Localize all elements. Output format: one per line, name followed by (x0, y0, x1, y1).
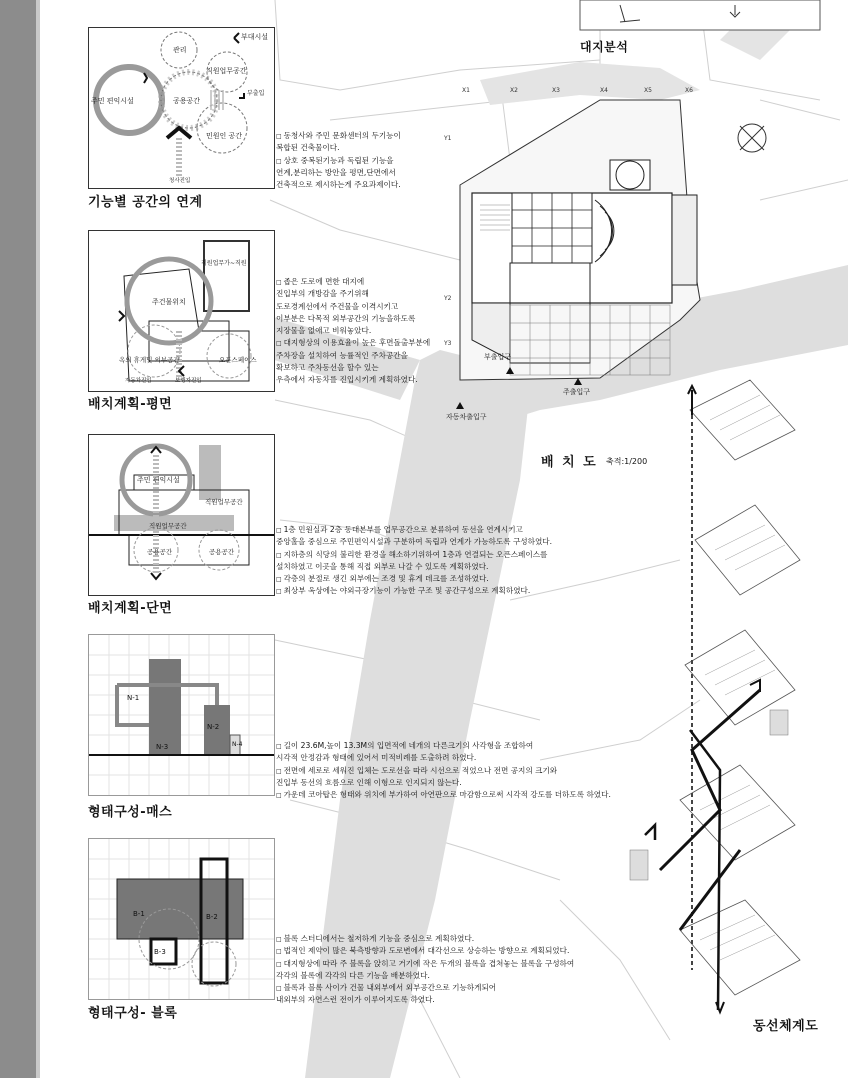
car-entrance-label: 자동차출입구 (446, 413, 487, 421)
label-car-entry: 자동차진입 (125, 378, 152, 384)
notes-block-composition: □ 블록 스터디에서는 철저하게 기능을 중심으로 계획하였다. □ 법적인 제약이 많은 북측방향과 도로변에서 대각선으로 상승하는 방향으로 계획되었다. □ 대지형상에 따라 주 블록을 앉히고 거기에 작은 두개의 블록을 겹쳐놓는 블록을 구성하여 각각의 블록에 각각의 다른 기능을 배분하였다. □ 블록과 블록 사이가 건물 내외부에서 외부공간으로 기능하게되어 내외부의 자연스런 전이가 이루어지도록 하였다. (276, 933, 574, 1007)
block-composition-panel (88, 838, 275, 1000)
svg-text:X2: X2 (510, 87, 518, 94)
label-common: 공용공간 (173, 97, 201, 105)
function-diagram-panel (88, 27, 275, 189)
site-plan-layout-diagram (89, 231, 274, 391)
mass-n1: N-1 (127, 694, 140, 702)
mass-composition-panel (88, 634, 275, 796)
svg-text:Y1: Y1 (444, 135, 452, 142)
label-office: 직원업무공간 (206, 67, 247, 75)
svg-text:Y3: Y3 (444, 340, 452, 347)
notes-section-layout: □ 1층 민원실과 2층 동대본부를 업무공간으로 분류하여 동선을 연계시키고 중앙홀을 중심으로 주민편익시설과 구분하여 독립과 연계가 가능하도록 구성하였다. □ 지하층의 식당의 불리한 환경을 해소하기위하여 1층과 연결되는 오픈스페이스를 설치하였고 이곳을 통해 직접 외부로 나갈 수 있도록 계획하였다. □ 각층의 분절로 생긴 외부에는 조경 및 휴게 데크를 조성하였다. □ 최상부 옥상에는 야외극장기능이 가능한 구조 및 공간구성으로 계획하였다. (276, 524, 552, 598)
section-layout-diagram (89, 435, 274, 595)
mass-n2: N-2 (207, 723, 220, 731)
svg-text:X4: X4 (600, 87, 608, 94)
svg-text:X3: X3 (552, 87, 560, 94)
label-section-common-2: 공용공간 (209, 548, 235, 556)
block-b2: B-2 (206, 913, 218, 921)
svg-text:Y2: Y2 (444, 295, 452, 302)
label-section-resident: 주민 편익시설 (137, 476, 180, 484)
block-b3: B-3 (154, 948, 166, 956)
svg-text:X1: X1 (462, 87, 470, 94)
label-annex: 부대시설 (241, 33, 269, 41)
svg-text:X6: X6 (685, 87, 693, 94)
site-plan-title: 배 치 도 (541, 455, 598, 470)
mass-composition-diagram (89, 635, 274, 795)
label-section-office-lower: 직원업무공간 (149, 522, 187, 530)
left-margin-bar (0, 0, 36, 1078)
label-rest-outdoor: 옥외 휴게및 외부공간 (119, 356, 180, 364)
sub-entrance-label: 부출입구 (484, 353, 512, 361)
label-civil: 민원인 공간 (206, 132, 243, 140)
label-admin: 관리 (173, 46, 187, 54)
svg-text:X5: X5 (644, 87, 652, 94)
caption-mass-composition: 형태구성-매스 (88, 805, 173, 820)
label-section-common-1: 공용공간 (147, 548, 173, 556)
label-building-position: 주건물위치 (152, 298, 186, 306)
caption-function-diagram: 기능별 공간의 연계 (88, 195, 203, 210)
mass-n3: N-3 (156, 743, 169, 751)
caption-block-composition: 형태구성- 블록 (88, 1006, 178, 1021)
circulation-diagram (620, 330, 848, 1050)
notes-mass-composition: □ 길이 23.6M,높이 13.3M의 입면적에 네개의 다른크기의 사각형을 조합하여 시각적 안정감과 형태에 있어서 미적비례를 도출하려 하였다. □ 전면에 세로로 세워진 입체는 도로선을 따라 시선으로 적었으나 전면 공지의 크기와 진입부 동선의 흐름으로 인해 이형으로 인지되지 않는다. □ 가운데 코아탑은 형태와 위치에 부가하여 아연판으로 마감함으로써 시각적 강도를 더하도록 하였다. (276, 740, 611, 801)
block-b1: B-1 (133, 910, 145, 918)
circulation-title: 동선체계도 (753, 1019, 819, 1034)
notes-function-diagram: □ 동청사와 주민 문화센터의 두기능이 복합된 건축물이다. □ 상호 중복된기능과 독립된 기능을 연계,분리하는 방안을 평면,단면에서 건축적으로 제시하는게 주요과제이다. (276, 130, 401, 191)
label-pedestrian-entry: 보행자진입 (175, 378, 202, 384)
section-layout-panel (88, 434, 275, 596)
label-office-staff: 직원업무가~직원 (201, 260, 247, 267)
label-open-space: 오픈스페이스 (219, 356, 257, 364)
site-plan-scale: 축적:1/200 (606, 457, 648, 466)
mass-n4: N-4 (232, 741, 243, 748)
label-resident: 주민 편익시설 (91, 97, 134, 105)
notes-site-plan-layout: □ 좁은 도로에 면한 대지에 진입부의 개방감을 주기위해 도로경계선에서 주건물을 이격시키고 이부분은 다목적 외부공간의 기능을하도록 지장물을 없애고 비워놓았다. □ 대지형상의 이용효율이 높은 후면돌출부분에 주차장을 설치하여 능률적인 주차공간을 확보하고 주차동선을 할수 있는 우측에서 자동차를 진입시키게 계획하였다. (276, 276, 430, 387)
label-main-entry: 청사진입 (169, 178, 191, 184)
caption-section-layout: 배치계획-단면 (88, 601, 173, 616)
caption-site-plan-layout: 배치계획-평면 (88, 397, 173, 412)
label-section-office-upper: 직원업무공간 (205, 498, 243, 506)
block-composition-diagram (89, 839, 274, 999)
main-entrance-label: 주출입구 (563, 388, 591, 396)
site-plan-layout-panel (88, 230, 275, 392)
label-sub-entry: 부출입 (247, 90, 265, 97)
site-analysis-title: 대지분석 (580, 40, 629, 54)
